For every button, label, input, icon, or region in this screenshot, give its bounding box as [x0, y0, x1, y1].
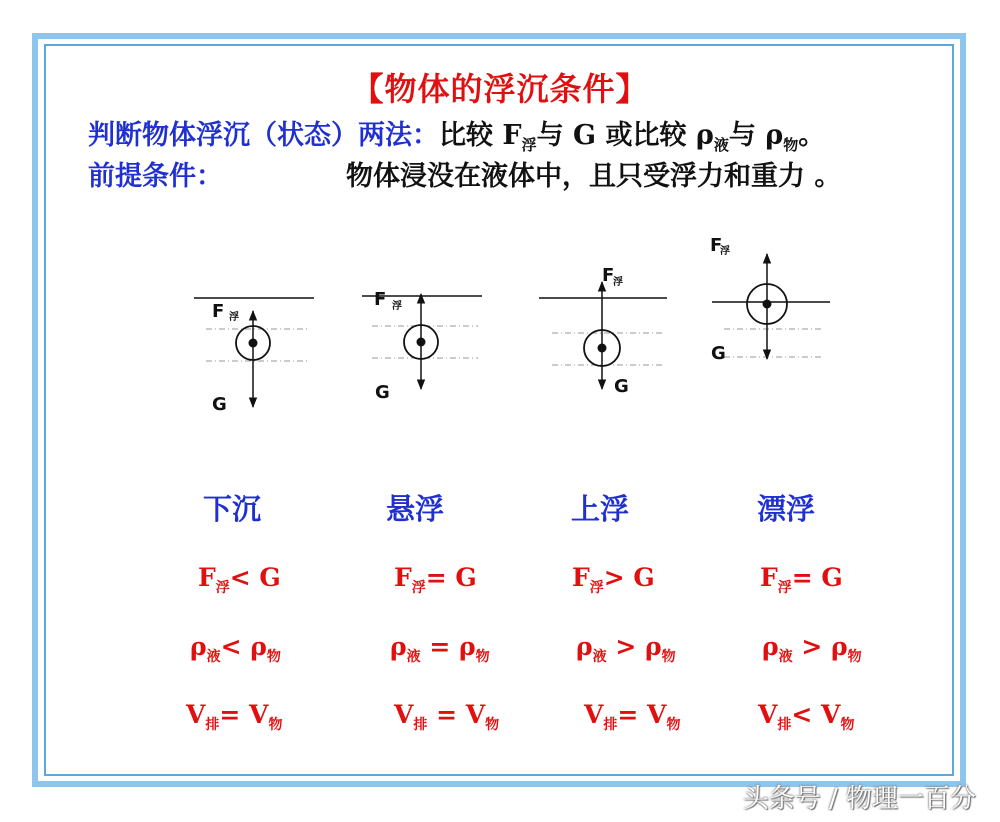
diagram-suspending: [362, 289, 482, 403]
force-label-F: F: [212, 301, 225, 322]
force-label-G: G: [375, 382, 390, 403]
premise-label: 前提条件：: [88, 161, 223, 192]
volume-relation-rising: $V_排= V_物$: [584, 700, 681, 733]
density-relation-rising: $\rho_液 > \rho_物$: [576, 632, 676, 665]
method-compare-force: 比较 $F_浮$与 G 或比较 $\rho_液$与 $\rho_物$。: [439, 120, 826, 154]
state-name-sinking: 下沉: [203, 492, 262, 526]
diagram-sinking: [194, 298, 314, 415]
volume-relation-suspending: $V_排 = V_物$: [394, 700, 500, 733]
diagram-floating: [710, 235, 830, 364]
force-relation-suspending: $F_浮= G$: [394, 563, 477, 596]
force-relation-floating: $F_浮= G$: [760, 563, 843, 596]
force-label-fu: 浮: [229, 312, 239, 323]
page-title: 【物体的浮沉条件】: [351, 70, 649, 108]
force-label-F: F: [374, 289, 387, 310]
density-relation-sinking: $\rho_液< \rho_物$: [190, 632, 281, 665]
force-relation-rising: $F_浮> G$: [572, 563, 655, 596]
force-label-fu: 浮: [613, 277, 623, 288]
density-relation-suspending: $\rho_液 = \rho_物$: [390, 632, 490, 665]
force-relation-sinking: $F_浮< G$: [198, 563, 281, 596]
force-label-G: G: [212, 394, 227, 415]
premise-text: 物体浸没在液体中，且只受浮力和重力 。: [346, 161, 842, 192]
volume-relation-floating: $V_排< V_物$: [758, 700, 855, 733]
force-label-F: F: [602, 265, 615, 286]
state-name-floating: 漂浮: [757, 492, 816, 526]
state-name-suspending: 悬浮: [386, 492, 445, 526]
force-label-fu: 浮: [392, 301, 402, 312]
force-label-G: G: [711, 343, 726, 364]
method-prefix: 判断物体浮沉（状态）两法：: [88, 120, 439, 151]
watermark: 头条号 / 物理一百分: [742, 784, 976, 814]
diagram-rising: [539, 265, 667, 397]
force-label-fu: 浮: [720, 246, 730, 257]
force-label-G: G: [614, 376, 629, 397]
force-label-F: F: [710, 235, 723, 256]
volume-relation-sinking: $V_排= V_物$: [186, 700, 283, 733]
density-relation-floating: $\rho_液 > \rho_物$: [762, 632, 862, 665]
state-name-rising: 上浮: [571, 492, 630, 526]
